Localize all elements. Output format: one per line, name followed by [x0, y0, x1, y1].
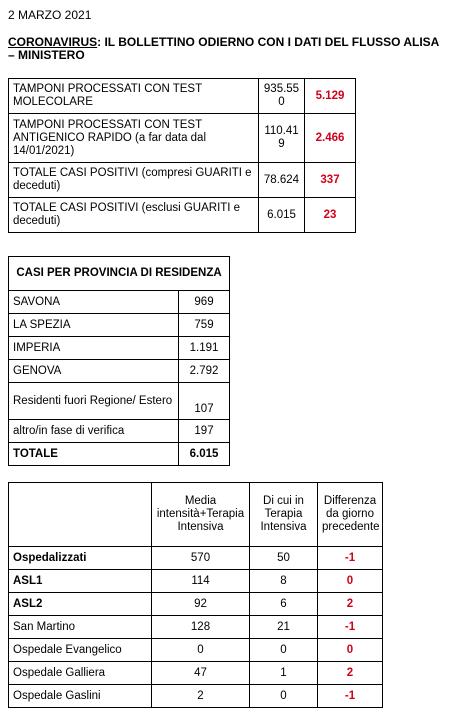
- province-table: [8, 256, 230, 466]
- hospital-media: 114: [152, 570, 250, 593]
- province-total-value: 6.015: [179, 443, 230, 466]
- province-value: 197: [179, 420, 230, 443]
- hospital-label: Ospedale Galliera: [9, 662, 152, 685]
- summary-row: [9, 114, 356, 163]
- date-label: 2 MARZO 2021: [8, 8, 92, 22]
- province-value: 1.191: [179, 337, 230, 360]
- summary-delta: 337: [305, 163, 356, 198]
- summary-total: 78.624: [259, 163, 305, 198]
- hospital-row: [9, 685, 383, 708]
- hospital-media: 0: [152, 639, 250, 662]
- province-value: 2.792: [179, 360, 230, 383]
- hospital-header-diff: Differenza da giorno precedente: [318, 483, 383, 547]
- summary-table: [8, 78, 356, 233]
- province-row: [9, 314, 230, 337]
- hospital-ti: 0: [250, 685, 318, 708]
- province-label: SAVONA: [9, 291, 179, 314]
- province-value: 107: [179, 383, 230, 420]
- hospital-diff: 0: [318, 570, 383, 593]
- hospital-row: [9, 616, 383, 639]
- headline-link[interactable]: CORONAVIRUS: [8, 35, 98, 49]
- summary-delta: 23: [305, 198, 356, 233]
- hospital-ti: 8: [250, 570, 318, 593]
- summary-label: TOTALE CASI POSITIVI (compresi GUARITI e deceduti): [9, 163, 259, 198]
- hospital-header-ti: Di cui in Terapia Intensiva: [250, 483, 318, 547]
- hospital-label: Ospedalizzati: [9, 547, 152, 570]
- summary-delta: 5.129: [305, 79, 356, 114]
- hospital-row: [9, 662, 383, 685]
- hospital-diff: -1: [318, 547, 383, 570]
- hospital-row: [9, 547, 383, 570]
- hospital-label: ASL2: [9, 593, 152, 616]
- summary-row: [9, 79, 356, 114]
- province-label: GENOVA: [9, 360, 179, 383]
- province-total-row: [9, 443, 230, 466]
- province-row: [9, 337, 230, 360]
- summary-total: 6.015: [259, 198, 305, 233]
- hospital-ti: 0: [250, 639, 318, 662]
- summary-label: TAMPONI PROCESSATI CON TEST ANTIGENICO RAPIDO (a far data dal 14/01/2021): [9, 114, 259, 163]
- summary-label: TOTALE CASI POSITIVI (esclusi GUARITI e deceduti): [9, 198, 259, 233]
- hospital-media: 570: [152, 547, 250, 570]
- hospital-diff: 2: [318, 593, 383, 616]
- province-label: LA SPEZIA: [9, 314, 179, 337]
- hospital-ti: 21: [250, 616, 318, 639]
- province-header: CASI PER PROVINCIA DI RESIDENZA: [9, 257, 230, 291]
- summary-total: 110.419: [259, 114, 305, 163]
- hospital-diff: -1: [318, 616, 383, 639]
- hospital-label: Ospedale Evangelico: [9, 639, 152, 662]
- hospital-label: ASL1: [9, 570, 152, 593]
- headline: [8, 36, 448, 62]
- hospital-row: [9, 639, 383, 662]
- province-row: [9, 360, 230, 383]
- province-label: altro/in fase di verifica: [9, 420, 179, 443]
- hospital-header-row: [9, 483, 383, 547]
- province-total-label: TOTALE: [9, 443, 179, 466]
- hospital-label: Ospedale Gaslini: [9, 685, 152, 708]
- province-value: 969: [179, 291, 230, 314]
- province-label: Residenti fuori Regione/ Estero: [9, 383, 179, 420]
- hospital-media: 92: [152, 593, 250, 616]
- summary-label: TAMPONI PROCESSATI CON TEST MOLECOLARE: [9, 79, 259, 114]
- hospital-header-media: Media intensità+Terapia Intensiva: [152, 483, 250, 547]
- hospital-ti: 1: [250, 662, 318, 685]
- hospital-media: 2: [152, 685, 250, 708]
- hospital-row: [9, 593, 383, 616]
- hospital-media: 47: [152, 662, 250, 685]
- province-label: IMPERIA: [9, 337, 179, 360]
- hospital-diff: 0: [318, 639, 383, 662]
- province-row: [9, 383, 230, 420]
- hospital-header-empty: [9, 483, 152, 547]
- hospital-media: 128: [152, 616, 250, 639]
- province-row: [9, 291, 230, 314]
- summary-total: 935.550: [259, 79, 305, 114]
- summary-delta: 2.466: [305, 114, 356, 163]
- headline-text: : IL BOLLETTINO ODIERNO CON I DATI DEL FLUSSO ALISA – MINISTERO: [8, 35, 439, 62]
- province-row: [9, 420, 230, 443]
- province-value: 759: [179, 314, 230, 337]
- hospital-label: San Martino: [9, 616, 152, 639]
- hospital-diff: 2: [318, 662, 383, 685]
- hospital-diff: -1: [318, 685, 383, 708]
- hospital-ti: 6: [250, 593, 318, 616]
- hospital-ti: 50: [250, 547, 318, 570]
- hospital-table: [8, 482, 383, 708]
- summary-row: [9, 163, 356, 198]
- hospital-row: [9, 570, 383, 593]
- summary-row: [9, 198, 356, 233]
